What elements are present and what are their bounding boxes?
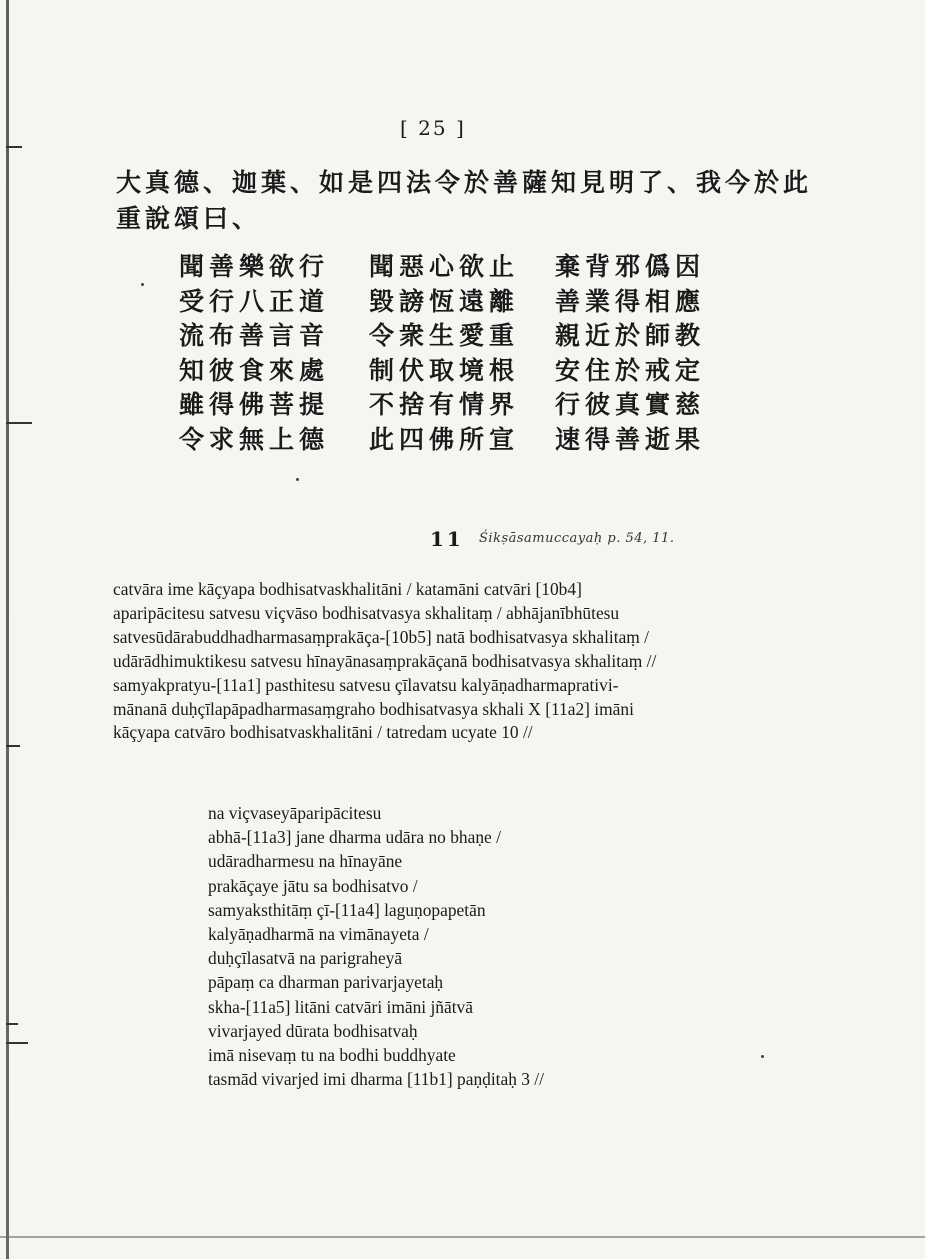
verse-line: imā nisevaṃ tu na bodhi buddhyate [208,1045,456,1066]
prose-line: udārādhimuktikesu satvesu hīnayānasaṃprakāçanā bodhisatvasya skhalitaṃ // [113,650,657,671]
prose-line: satvesūdārabuddhadharmasaṃprakāça-[10b5] natā bodhisatvasya skhalitaṃ / [113,626,650,647]
chinese-verse-column-3 [555,250,705,457]
chinese-verse-line: 雖得佛菩提 [179,390,330,419]
scan-left-edge [6,0,9,1259]
chinese-verse-line: 此四佛所宣 [369,424,520,454]
prose-line: kāçyapa catvāro bodhisatvaskhalitāni / tatredam ucyate 10 // [113,722,533,743]
scan-margin-mark [6,1023,18,1025]
verse-line: vivarjayed dūrata bodhisatvaḥ [208,1020,418,1041]
chinese-verse-column-2 [369,250,519,457]
verse-line: prakāçaye jātu sa bodhisatvo / [208,875,418,896]
scan-speck [761,1055,764,1058]
chinese-verse-line: 令求無上德 [179,424,330,454]
chinese-verse-line: 速得善逝果 [555,424,706,454]
chinese-intro [116,165,812,237]
scan-margin-mark [6,146,22,148]
chinese-verse-line: 聞善樂欲行 [179,252,330,281]
verse-line: pāpaṃ ca dharman parivarjayetaḥ [208,972,444,993]
verse-line: kalyāṇadharmā na vimānayeta / [208,924,429,945]
chinese-verse-line: 毀謗恆遠離 [369,286,520,316]
chinese-verse-line: 令衆生愛重 [369,321,520,350]
handwritten-annotation: Śikṣāsamuccayaḥ p. 54, 11. [479,531,675,546]
prose-line: mānanā duḥçīlapāpadharmasaṃgraho bodhisatvasya skhali X [11a2] imāni [113,698,634,719]
prose-line: samyakpratyu-[11a1] pasthitesu satvesu çīlavatsu kalyāṇadharmaprativi- [113,674,619,695]
scan-margin-mark [6,1042,28,1044]
chinese-verse-line: 不捨有情界 [369,390,520,419]
chinese-verse-line: 受行八正道 [179,286,330,316]
verse-line: abhā-[11a3] jane dharma udāra no bhaṇe / [208,827,501,848]
chinese-intro-line: 大真德、迦葉、如是四法令於善薩知見明了、我今於此 [116,168,813,197]
chinese-verse-line: 行彼真實慈 [555,390,706,419]
chinese-intro-line: 重說頌曰、 [116,204,262,233]
scan-margin-mark [6,745,20,747]
sanskrit-prose [113,578,803,745]
scan-speck [141,283,144,286]
scan-bottom-edge [0,1236,925,1238]
verse-line: na viçvaseyāparipācitesu [208,803,382,823]
chinese-verse-line: 善業得相應 [555,286,706,316]
chinese-verse-line: 安住於戒定 [555,355,706,385]
scan-margin-mark [6,422,32,424]
scan-speck [296,478,299,481]
verse-line: samyaksthitāṃ çī-[11a4] laguṇopapetān [208,899,486,920]
verse-line: tasmād vivarjed imi dharma [11b1] paṇḍitaḥ 3 // [208,1069,544,1090]
section-number: 11 [430,527,464,551]
chinese-verse-line: 棄背邪僞因 [555,252,706,281]
chinese-verse-line: 知彼食來處 [179,355,330,385]
prose-line: catvāra ime kāçyapa bodhisatvaskhalitāni / katamāni catvāri [10b4] [113,579,582,599]
chinese-verse-line: 親近於師教 [555,321,706,350]
verse-line: skha-[11a5] litāni catvāri imāni jñātvā [208,996,473,1017]
sanskrit-verse [208,801,544,1091]
chinese-verse-line: 制伏取境根 [369,355,520,385]
prose-line: aparipācitesu satvesu viçvāso bodhisatvasya skhalitaṃ / abhājanībhūtesu [113,602,620,623]
chinese-verse-line: 聞惡心欲止 [369,252,520,281]
page-number: [ 25 ] [400,116,466,140]
chinese-verse-column-1 [179,250,329,457]
verse-line: udāradharmesu na hīnayāne [208,851,403,872]
chinese-verse-line: 流布善言音 [179,321,330,350]
verse-line: duḥçīlasatvā na parigraheyā [208,948,403,969]
